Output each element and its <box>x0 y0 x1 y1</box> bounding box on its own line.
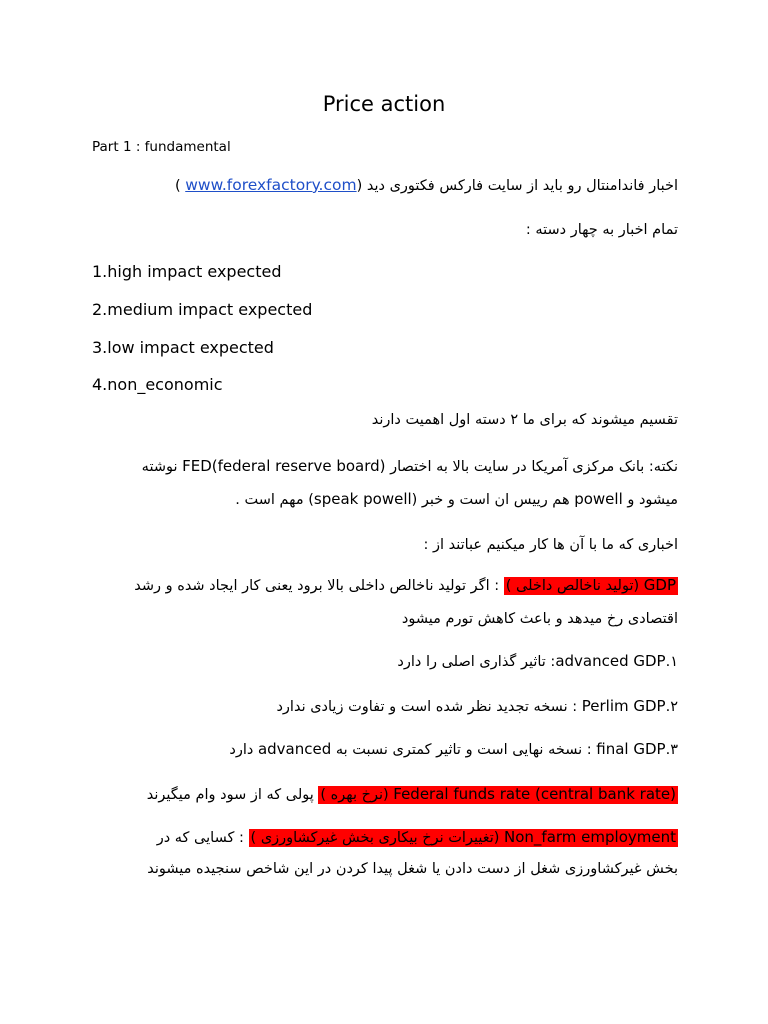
fed-rate-highlight <box>318 786 678 804</box>
fed-rate-label-fa: (نرخ بهره ) <box>320 787 389 803</box>
fed-note-line-1 <box>142 457 678 475</box>
gdp-highlight <box>504 577 678 595</box>
fed-note-text: نوشته <box>141 459 178 475</box>
gdp-item-number: ۲. <box>665 699 678 715</box>
gdp-item-desc: دارد <box>229 742 254 758</box>
fed-abbrev: FED(federal reserve board) <box>182 457 386 475</box>
gdp-item-desc: : نسخه نهایی است و تاثیر کمتری نسبت به <box>335 742 592 758</box>
forexfactory-link[interactable]: www.forexfactory.com <box>185 176 357 194</box>
forexfactory-close: ) <box>174 178 181 194</box>
fed-rate-desc: پولی که از سود وام میگیرند <box>146 787 314 803</box>
category-item: 2.medium impact expected <box>92 300 313 319</box>
fed-note-text: هم رییس ان است و خبر ( <box>411 492 570 508</box>
gdp-item-desc: : نسخه تجدید نظر شده است و تفاوت زیادی ندارد <box>276 699 578 715</box>
nfp-line-2: بخش غیرکشاورزی شغل از دست دادن یا شغل پیدا کردن در این شاخص سنجیده میشوند <box>147 861 678 877</box>
gdp-label: GDP <box>643 576 676 594</box>
fed-note-text: نکته: بانک مرکزی آمریکا در سایت بالا به اختصار <box>390 459 678 475</box>
part-heading: Part 1 : fundamental <box>92 139 231 155</box>
speak-powell-term: speak powell <box>313 490 412 508</box>
gdp-line-1 <box>134 576 678 594</box>
nfp-label-fa: (تغییرات نرخ بیکاری بخش غیرکشاورزی ) <box>250 830 500 846</box>
news-list-intro: اخباری که ما با آن ها کار میکنیم عباتند از : <box>423 537 678 553</box>
gdp-label-fa: (تولید ناخالص داخلی ) <box>505 578 640 594</box>
category-item: 4.non_economic <box>92 375 223 394</box>
fed-rate-line <box>147 785 678 803</box>
gdp-item <box>397 652 678 670</box>
gdp-item <box>229 740 678 758</box>
gdp-item-desc: : تاثیر گذاری اصلی را دارد <box>397 654 556 670</box>
categories-note: تقسیم میشوند که برای ما ۲ دسته اول اهمیت دارند <box>371 412 678 428</box>
gdp-item-term: advanced GDP <box>555 652 666 670</box>
categories-intro: تمام اخبار به چهار دسته : <box>525 222 678 238</box>
gdp-item-term: Perlim GDP <box>581 697 666 715</box>
forexfactory-text: اخبار فاندامنتال رو باید از سایت فارکس فکتوری دید ( <box>356 178 678 194</box>
fed-note-text: ) مهم است . <box>235 492 314 508</box>
page-title: Price action <box>322 92 446 116</box>
nfp-label: Non_farm employment <box>504 828 676 846</box>
gdp-item-term: final GDP <box>596 740 666 758</box>
category-item: 3.low impact expected <box>92 338 274 357</box>
nfp-line-1 <box>157 828 678 846</box>
gdp-item <box>276 697 678 715</box>
category-item: 1.high impact expected <box>92 262 282 281</box>
nfp-highlight <box>249 829 678 847</box>
forexfactory-line <box>175 176 678 194</box>
gdp-line-2: اقتصادی رخ میدهد و باعث کاهش تورم میشود <box>401 611 678 627</box>
gdp-item-term: advanced <box>257 740 332 758</box>
powell-term: powell <box>574 490 623 508</box>
fed-rate-label: Federal funds rate (central bank rate) <box>393 785 676 803</box>
fed-note-line-2 <box>235 490 678 508</box>
fed-note-text: میشود و <box>627 492 678 508</box>
gdp-item-number: ۱. <box>665 654 678 670</box>
gdp-description: : اگر تولید ناخالص داخلی بالا برود یعنی کار ایجاد شده و رشد <box>134 578 500 594</box>
gdp-item-number: ۳. <box>665 742 678 758</box>
nfp-desc: : کسایی که در <box>156 830 244 846</box>
